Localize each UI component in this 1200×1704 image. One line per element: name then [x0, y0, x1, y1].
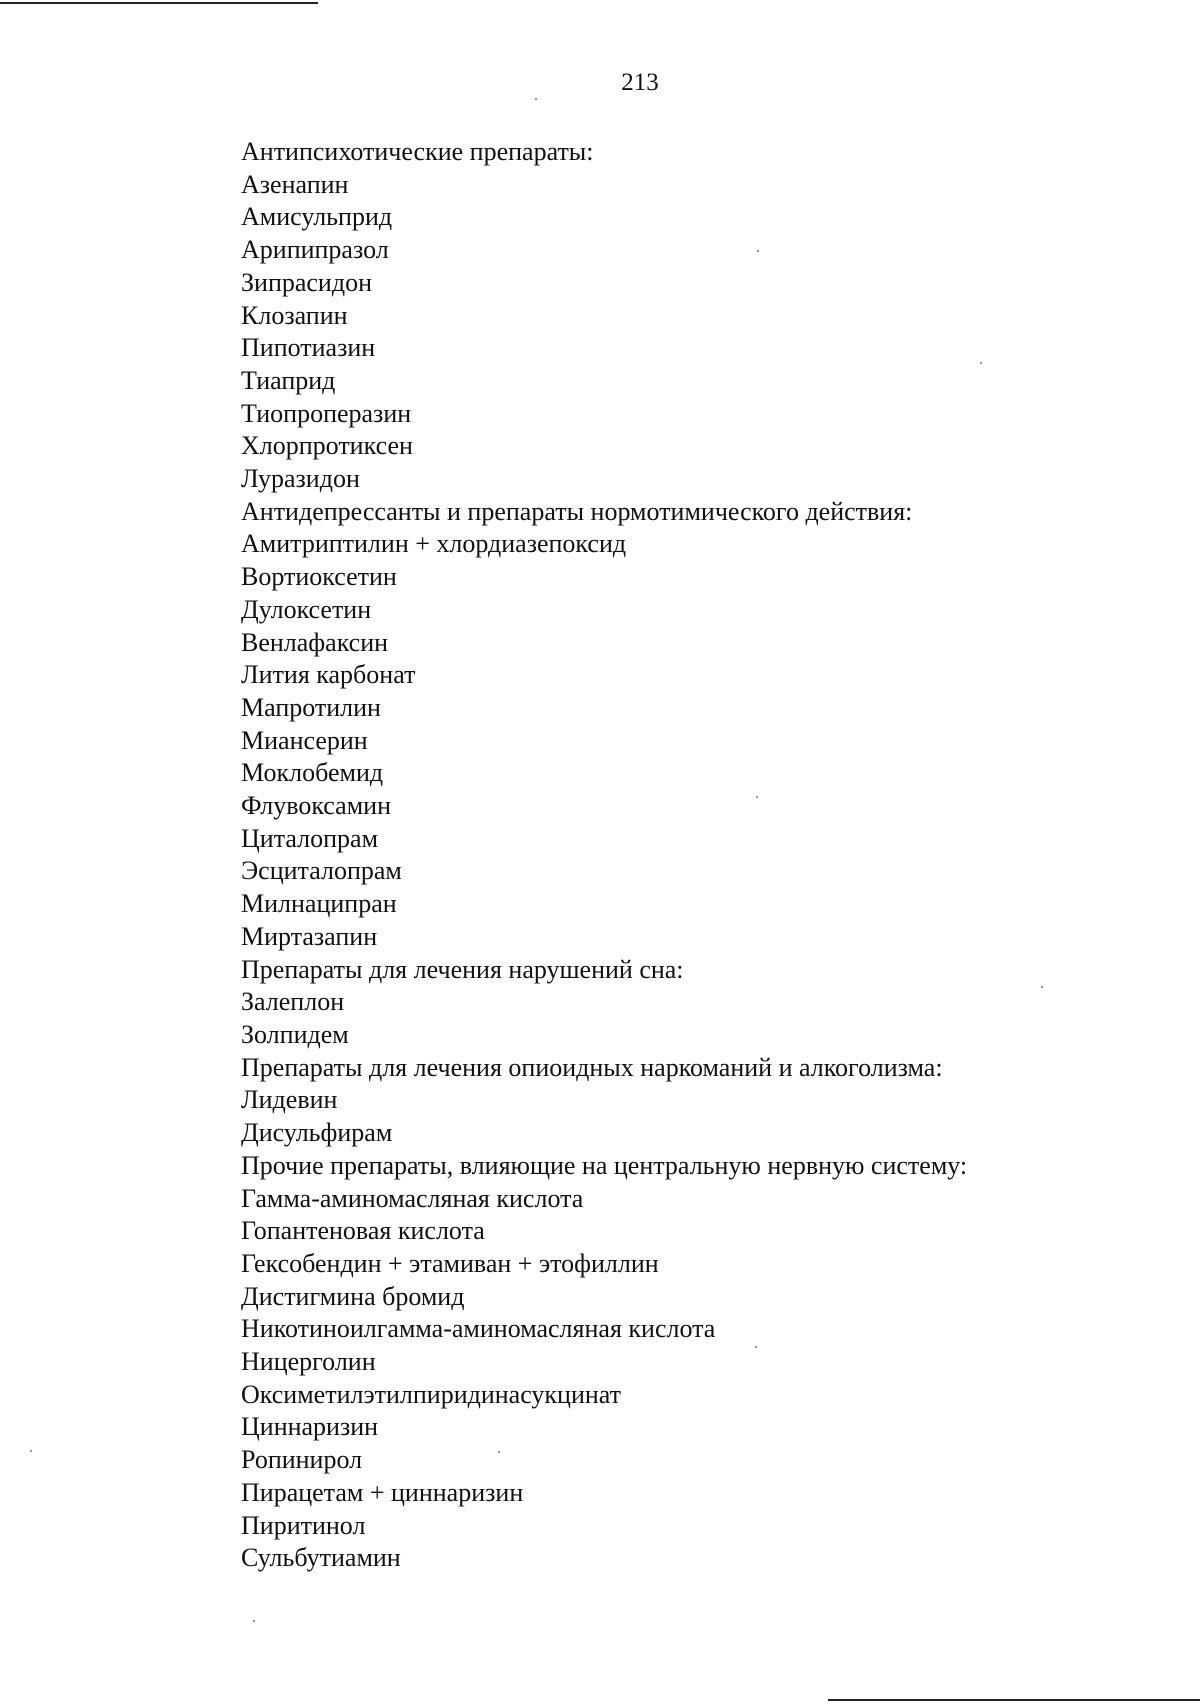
scan-edge-top: [0, 2, 318, 4]
list-item: Залеплон: [241, 987, 345, 1017]
list-item: Милнаципран: [241, 889, 397, 919]
list-item: Хлорпротиксен: [241, 431, 413, 461]
page-number: 213: [621, 69, 659, 96]
list-item: Тиопроперазин: [241, 398, 412, 428]
list-item: Пиритинол: [241, 1510, 366, 1540]
list-item: Арипипразол: [241, 235, 389, 265]
scan-speck: [498, 1451, 500, 1453]
list-item: Циталопрам: [241, 823, 379, 853]
list-item: Пирацетам + циннаризин: [241, 1477, 524, 1507]
list-item: Лидевин: [241, 1085, 338, 1115]
list-item: Никотиноилгамма-аминомасляная кислота: [241, 1314, 716, 1344]
section-heading: Антидепрессанты и препараты нормотимического действия:: [241, 496, 913, 526]
list-item: Луразидон: [241, 464, 360, 494]
list-item: Миансерин: [241, 725, 368, 755]
list-item: Мапротилин: [241, 692, 381, 722]
list-item: Дисульфирам: [241, 1118, 393, 1148]
section-heading: Препараты для лечения опиоидных наркоманий и алкоголизма:: [241, 1052, 943, 1082]
list-item: Лития карбонат: [241, 660, 416, 690]
list-item: Пипотиазин: [241, 333, 376, 363]
scan-edge-bottom: [828, 1699, 1200, 1701]
scan-speck: [980, 362, 982, 364]
list-item: Циннаризин: [241, 1412, 379, 1442]
list-item: Зипрасидон: [241, 267, 372, 297]
list-item: Оксиметилэтилпиридинасукцинат: [241, 1379, 622, 1409]
list-item: Ропинирол: [241, 1445, 363, 1475]
scan-speck: [756, 796, 758, 798]
list-item: Золпидем: [241, 1019, 349, 1049]
scan-speck: [755, 1346, 757, 1348]
list-item: Клозапин: [241, 300, 348, 330]
list-item: Венлафаксин: [241, 627, 389, 657]
section-heading: Антипсихотические препараты:: [241, 137, 594, 166]
list-item: Ницерголин: [241, 1347, 376, 1377]
scan-speck: [1041, 986, 1043, 988]
list-item: Моклобемид: [241, 758, 384, 788]
list-item: Амитриптилин + хлордиазепоксид: [241, 529, 627, 559]
scan-speck: [253, 1620, 255, 1622]
section-heading: Прочие препараты, влияющие на центральную нервную систему:: [241, 1150, 968, 1180]
list-item: Вортиоксетин: [241, 562, 397, 592]
list-item: Амисульприд: [241, 202, 393, 232]
scan-speck: [757, 250, 759, 252]
list-item: Азенапин: [241, 169, 349, 199]
list-item: Эсциталопрам: [241, 856, 402, 886]
list-item: Гексобендин + этамиван + этофиллин: [241, 1248, 659, 1278]
list-item: Гопантеновая кислота: [241, 1216, 485, 1246]
list-item: Гамма-аминомасляная кислота: [241, 1183, 584, 1213]
drug-list: [241, 136, 1141, 1575]
list-item: Тиаприд: [241, 365, 336, 395]
list-item: Сульбутиамин: [241, 1543, 401, 1573]
list-item: Миртазапин: [241, 921, 378, 951]
scan-speck: [535, 98, 537, 100]
section-heading: Препараты для лечения нарушений сна:: [241, 954, 684, 984]
list-item: Дистигмина бромид: [241, 1281, 465, 1311]
scan-speck: [30, 1450, 32, 1452]
list-item: Флувоксамин: [241, 791, 391, 821]
list-item: Дулоксетин: [241, 594, 372, 624]
